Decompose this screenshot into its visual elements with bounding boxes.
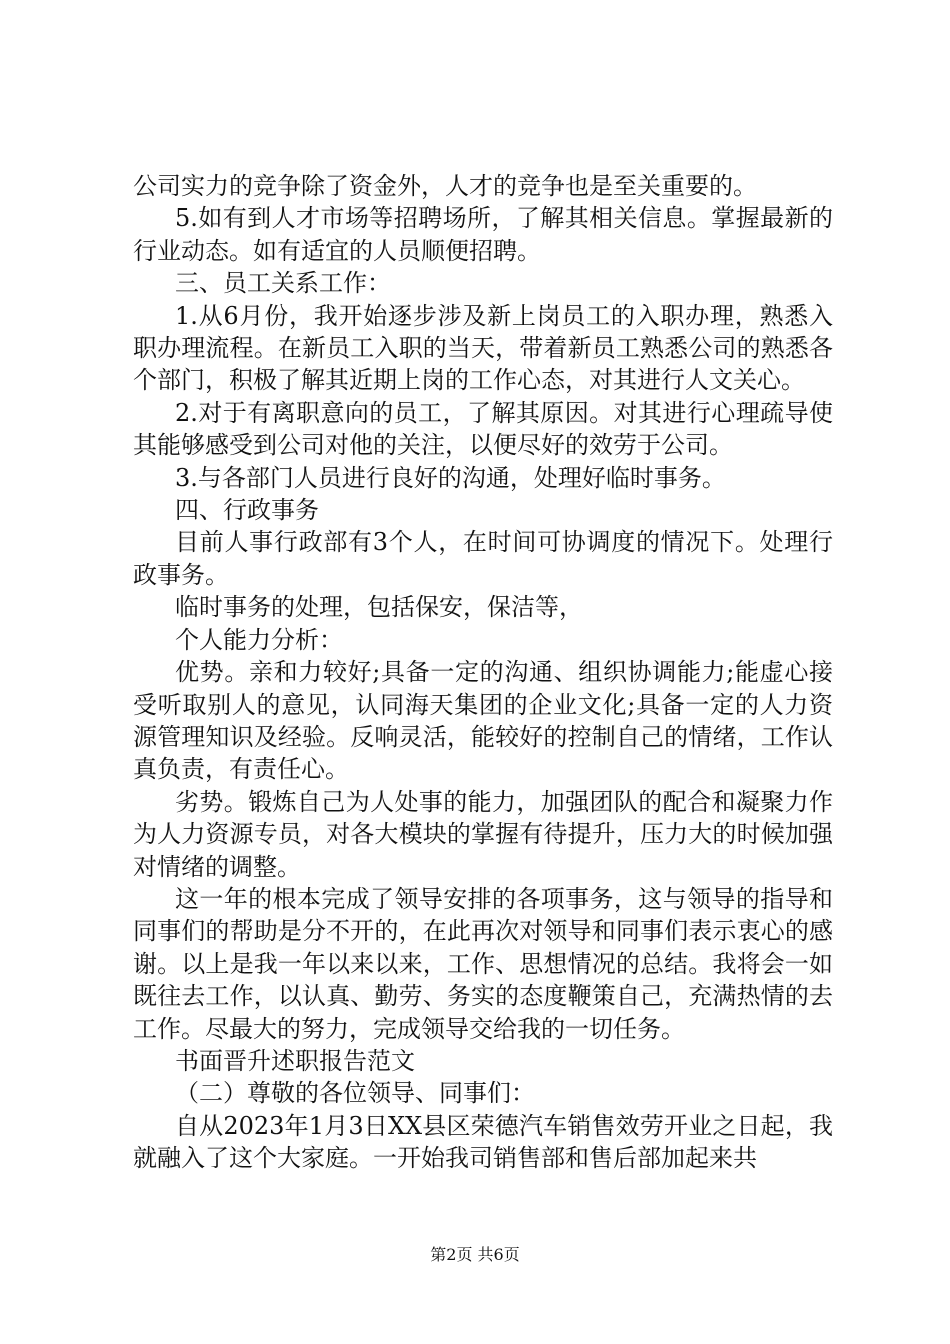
paragraph-8: 目前人事行政部有3个人，在时间可协调度的情况下。处理行政事务。 bbox=[133, 528, 833, 589]
section-heading-4: 四、行政事务 bbox=[175, 496, 319, 525]
section-heading-3: 三、员工关系工作： bbox=[175, 269, 391, 298]
salutation: （二）尊敬的各位领导、同事们： bbox=[175, 1079, 535, 1108]
paragraph-6: 3.与各部门人员进行良好的沟通，处理好临时事务。 bbox=[175, 463, 726, 492]
paragraph-4: 1.从6月份，我开始逐步涉及新上岗员工的入职办理，熟悉入职办理流程。在新员工入职的当天，带着新员工熟悉公司的熟悉各个部门，积极了解其近期上岗的工作心态，对其进行人文关心。 bbox=[133, 301, 833, 395]
paragraph-strengths: 优势。亲和力较好;具备一定的沟通、组织协调能力;能虚心接受听取别人的意见，认同海天集团的企业文化;具备一定的人力资源管理知识及经验。反响灵活，能较好的控制自己的情绪，工作认真负责，有责任心。 bbox=[133, 658, 833, 784]
page-number-footer: 第2页 共6页 bbox=[430, 1245, 520, 1264]
paragraph-9: 临时事务的处理，包括保安，保洁等， bbox=[175, 593, 583, 622]
paragraph-2: 5.如有到人才市场等招聘场所，了解其相关信息。掌握最新的行业动态。如有适宜的人员顺便招聘。 bbox=[133, 204, 833, 265]
document-subtitle: 书面晋升述职报告范文 bbox=[175, 1046, 415, 1075]
paragraph-1: 公司实力的竞争除了资金外，人才的竞争也是至关重要的。 bbox=[133, 172, 757, 200]
paragraph-5: 2.对于有离职意向的员工，了解其原因。对其进行心理疏导使其能够感受到公司对他的关注，以便尽好的效劳于公司。 bbox=[133, 398, 833, 460]
document-body bbox=[133, 170, 833, 1175]
subheading-ability: 个人能力分析： bbox=[175, 625, 343, 654]
paragraph-conclusion: 这一年的根本完成了领导安排的各项事务，这与领导的指导和同事们的帮助是分不开的，在此再次对领导和同事们表示衷心的感谢。以上是我一年以来以来，工作、思想情况的总结。我将会一如既往去工作，以认真、勤劳、务实的态度鞭策自己，充满热情的去工作。尽最大的努力，完成领导交给我的一切任务。 bbox=[133, 884, 833, 1043]
paragraph-weaknesses: 劣势。锻炼自己为人处事的能力，加强团队的配合和凝聚力作为人力资源专员，对各大模块的掌握有待提升，压力大的时候加强对情绪的调整。 bbox=[133, 787, 833, 881]
paragraph-intro: 自从2023年1月3日XX县区荣德汽车销售效劳开业之日起，我就融入了这个大家庭。一开始我司销售部和售后部加起来共 bbox=[133, 1111, 833, 1173]
